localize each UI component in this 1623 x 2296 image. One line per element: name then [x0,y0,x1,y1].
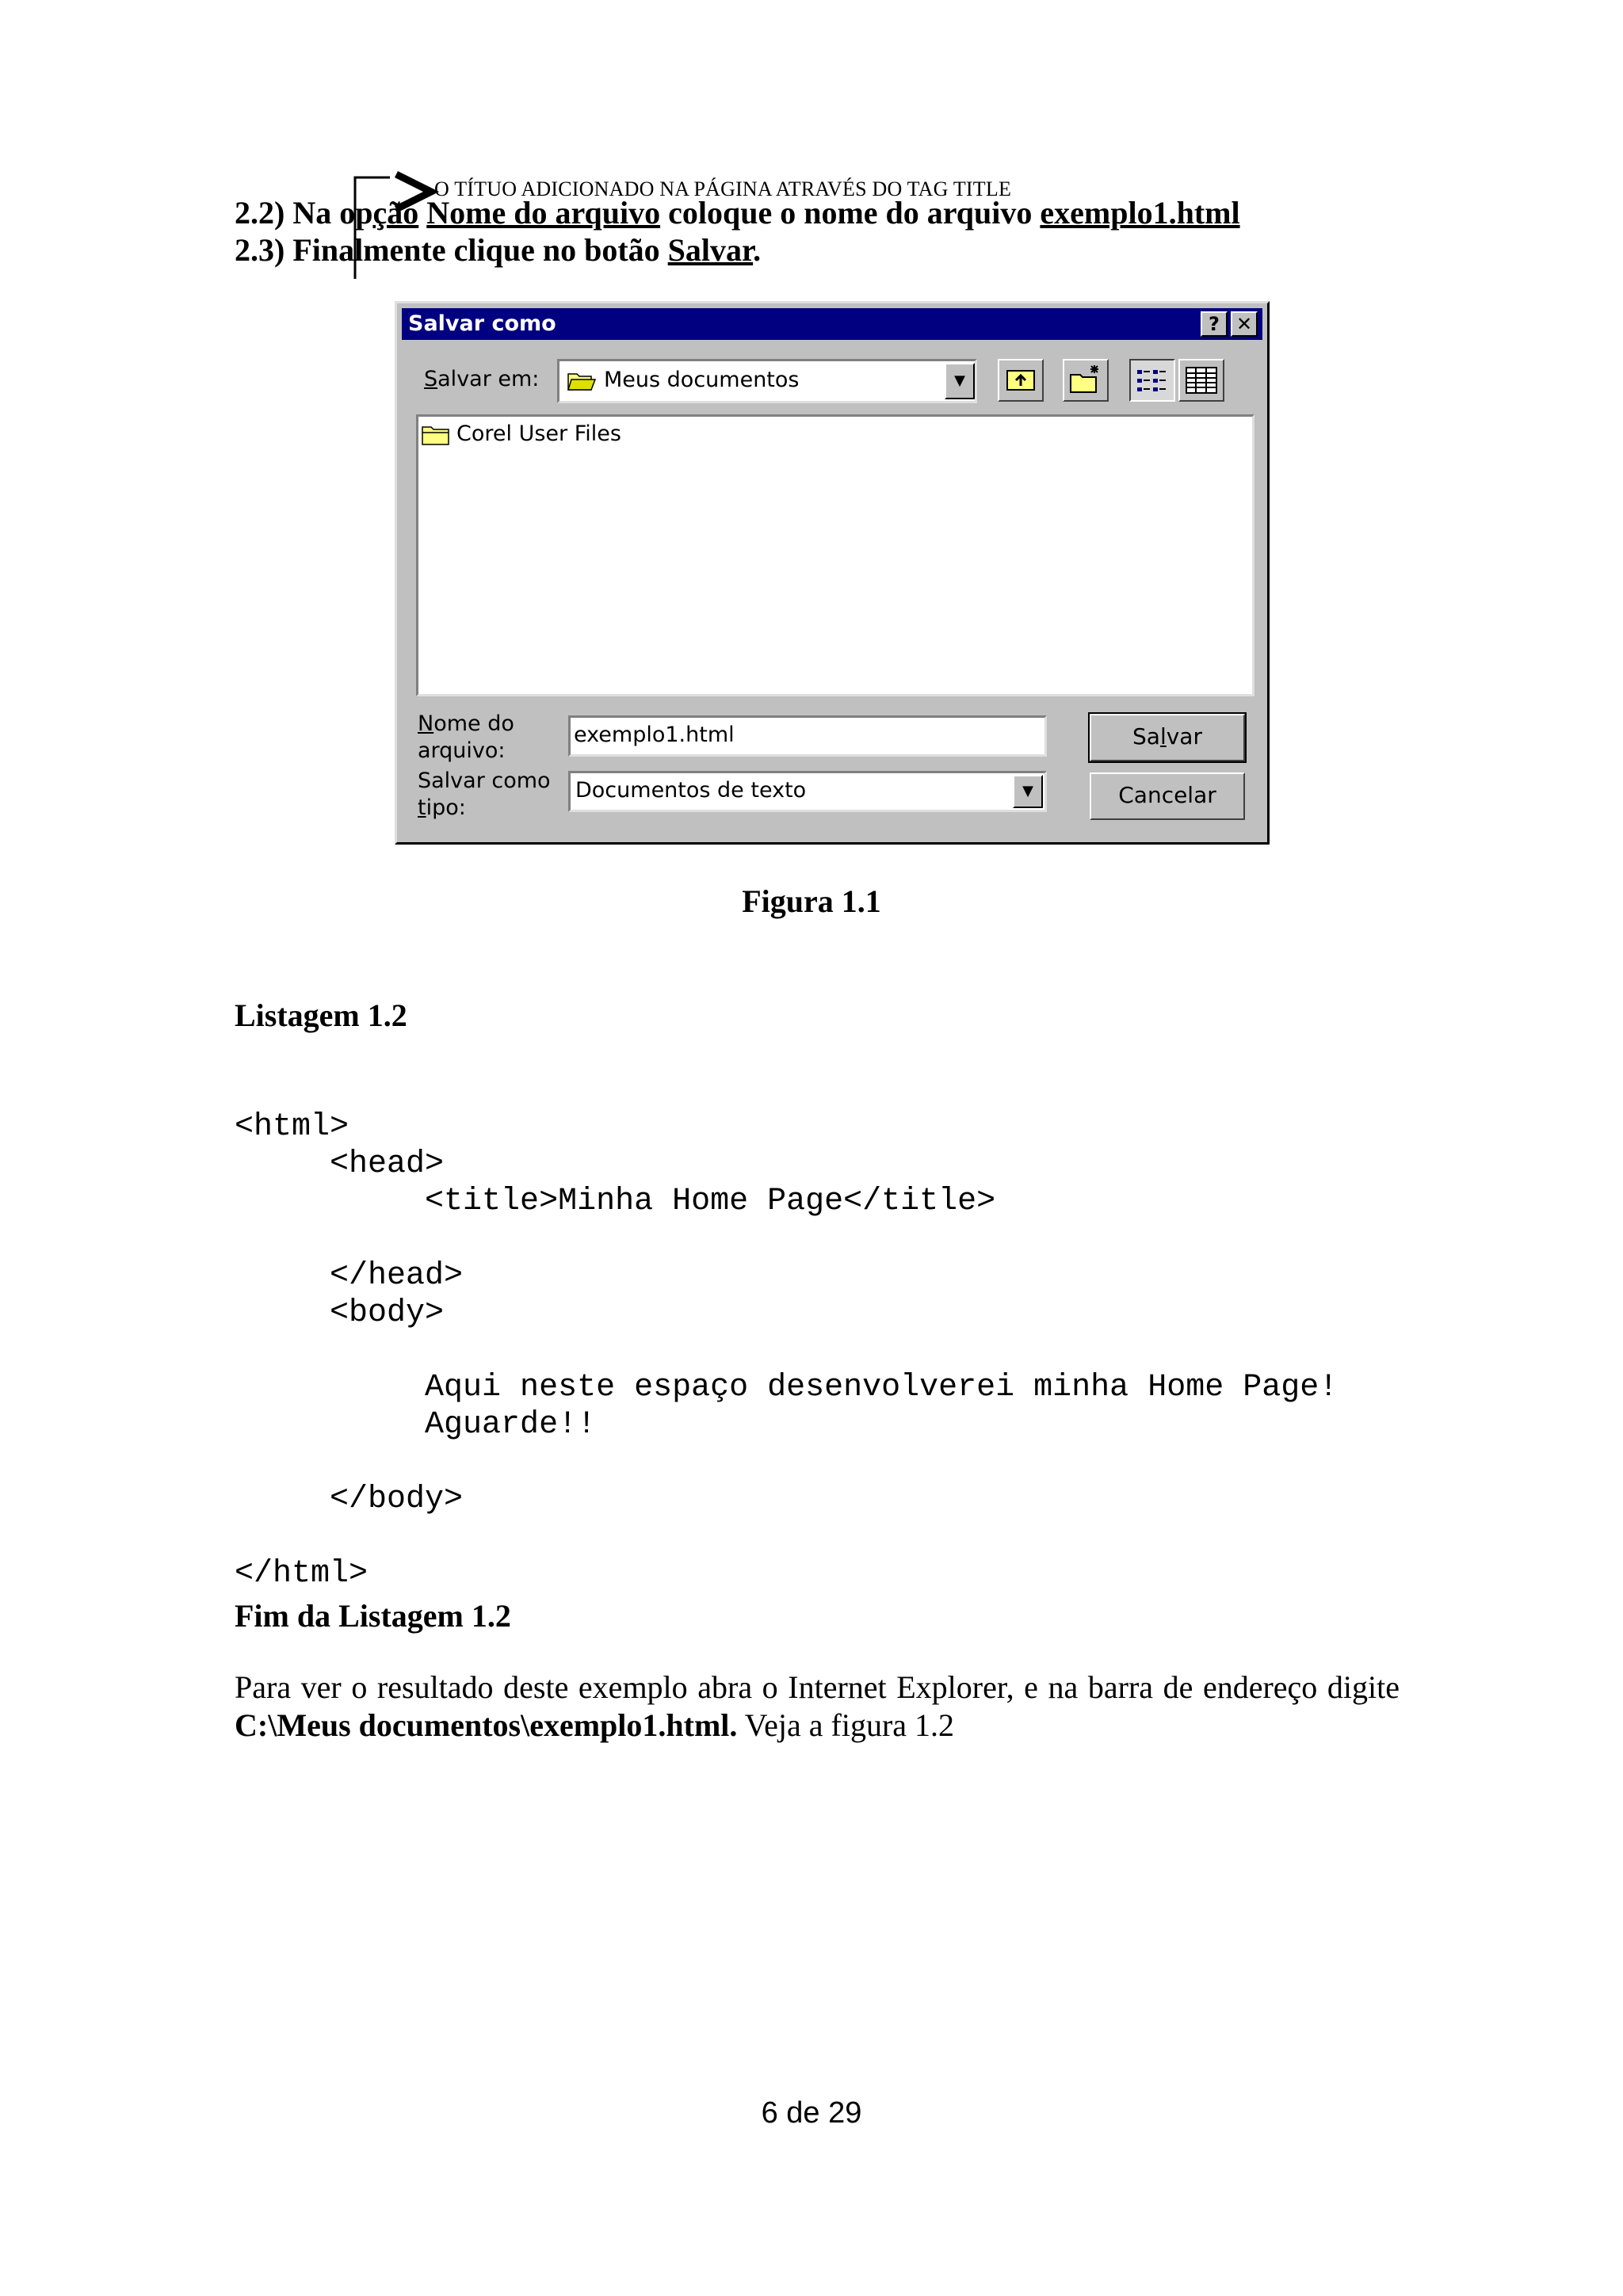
code-line [235,1332,1338,1369]
file-list[interactable] [416,414,1254,696]
step-2-2-op: op [339,195,373,231]
save-in-label: Salvar em: [424,367,540,391]
up-one-level-button[interactable] [998,359,1044,402]
new-folder-icon [1064,360,1107,400]
figure-caption: Figura 1.1 [742,883,881,919]
folder-icon [422,425,450,445]
help-button[interactable]: ? [1201,311,1228,337]
step-2-2-space [418,195,426,231]
code-line: <body> [235,1295,445,1331]
code-line: </html> [235,1556,369,1592]
page-number: 6 de 29 [761,2096,862,2130]
dialog-title: Salvar como [408,311,556,336]
file-name: Corel User Files [456,421,621,446]
field-name-reference: Nome do arquivo [426,195,661,231]
list-view-icon [1131,360,1174,400]
up-folder-icon [999,360,1042,400]
file-type-label-line2-rest: ipo: [426,795,466,820]
save-in-label-rest: alvar em: [437,367,540,391]
code-line [235,1518,1338,1555]
step-2-3-suffix: . [753,232,762,268]
step-2-2-prefix: 2.2) Na [235,195,340,231]
file-name-input-value: exemplo1.html [574,723,735,747]
file-list-item[interactable] [422,420,659,452]
file-type-value: Documentos de texto [575,778,807,803]
listing-title: Listagem 1.2 [235,997,407,1033]
file-type-dropdown-arrow[interactable]: ▼ [1013,775,1043,808]
paragraph-text-end: Veja a figura 1.2 [737,1707,955,1743]
code-line: </body> [235,1482,464,1517]
dialog-titlebar[interactable] [402,308,1262,340]
create-new-folder-button[interactable] [1063,359,1109,402]
result-paragraph [235,1669,1400,1745]
step-2-2-middle: coloque o nome do arquivo [660,195,1041,231]
code-listing [235,1071,1338,1630]
file-name-input[interactable] [568,715,1047,757]
code-line: Aguarde!! [235,1407,597,1443]
file-type-label-line1: Salvar como [418,769,551,793]
save-button-label: Salvar [1132,723,1202,749]
code-line [235,1444,1338,1481]
details-view-icon [1180,360,1223,400]
save-in-value: Meus documentos [604,368,800,392]
code-line [235,1220,1338,1257]
annotation-text: O TÍTUO ADICIONADO NA PÁGINA ATRAVÉS DO TAG TITLE [434,177,1012,200]
file-type-label-line2: t [418,795,426,820]
step-2-3-prefix: 2.3) Finalmente clique no botão [235,232,668,268]
paragraph-path: C:\Meus documentos\exemplo1.html. [235,1707,738,1743]
file-name-label-line2: arquivo: [418,738,506,763]
list-view-button[interactable] [1129,359,1175,402]
file-type-dropdown[interactable] [568,771,1047,812]
code-line: <html> [235,1109,349,1145]
file-name-label-rest: ome do [433,711,514,736]
code-line: <title>Minha Home Page</title> [235,1184,996,1219]
step-2-2-op-underlined: ção [372,195,419,231]
open-folder-icon [567,371,596,391]
details-view-button[interactable] [1178,359,1224,402]
save-as-dialog [395,301,1270,845]
file-name-reference: exemplo1.html [1040,195,1240,231]
listing-end: Fim da Listagem 1.2 [235,1598,511,1634]
instruction-step-2-3 [235,231,761,269]
save-in-dropdown-arrow[interactable]: ▼ [945,363,975,399]
button-name-reference: Salvar [667,232,754,268]
instruction-step-2-2 [235,194,1240,231]
code-line: </head> [235,1258,464,1294]
cancel-button[interactable]: Cancelar [1090,772,1245,820]
code-line: <head> [235,1146,445,1182]
file-name-label: Nome do arquivo: [418,711,514,763]
save-button[interactable] [1090,714,1245,761]
code-line: Aqui neste espaço desenvolverei minha Home Page! [235,1370,1338,1405]
file-type-label [418,768,551,822]
paragraph-text: Para ver o resultado deste exemplo abra o Internet Explorer, e na barra de endereço digite [235,1669,1400,1705]
close-button[interactable]: ✕ [1231,311,1258,337]
save-in-dropdown[interactable] [557,359,977,403]
